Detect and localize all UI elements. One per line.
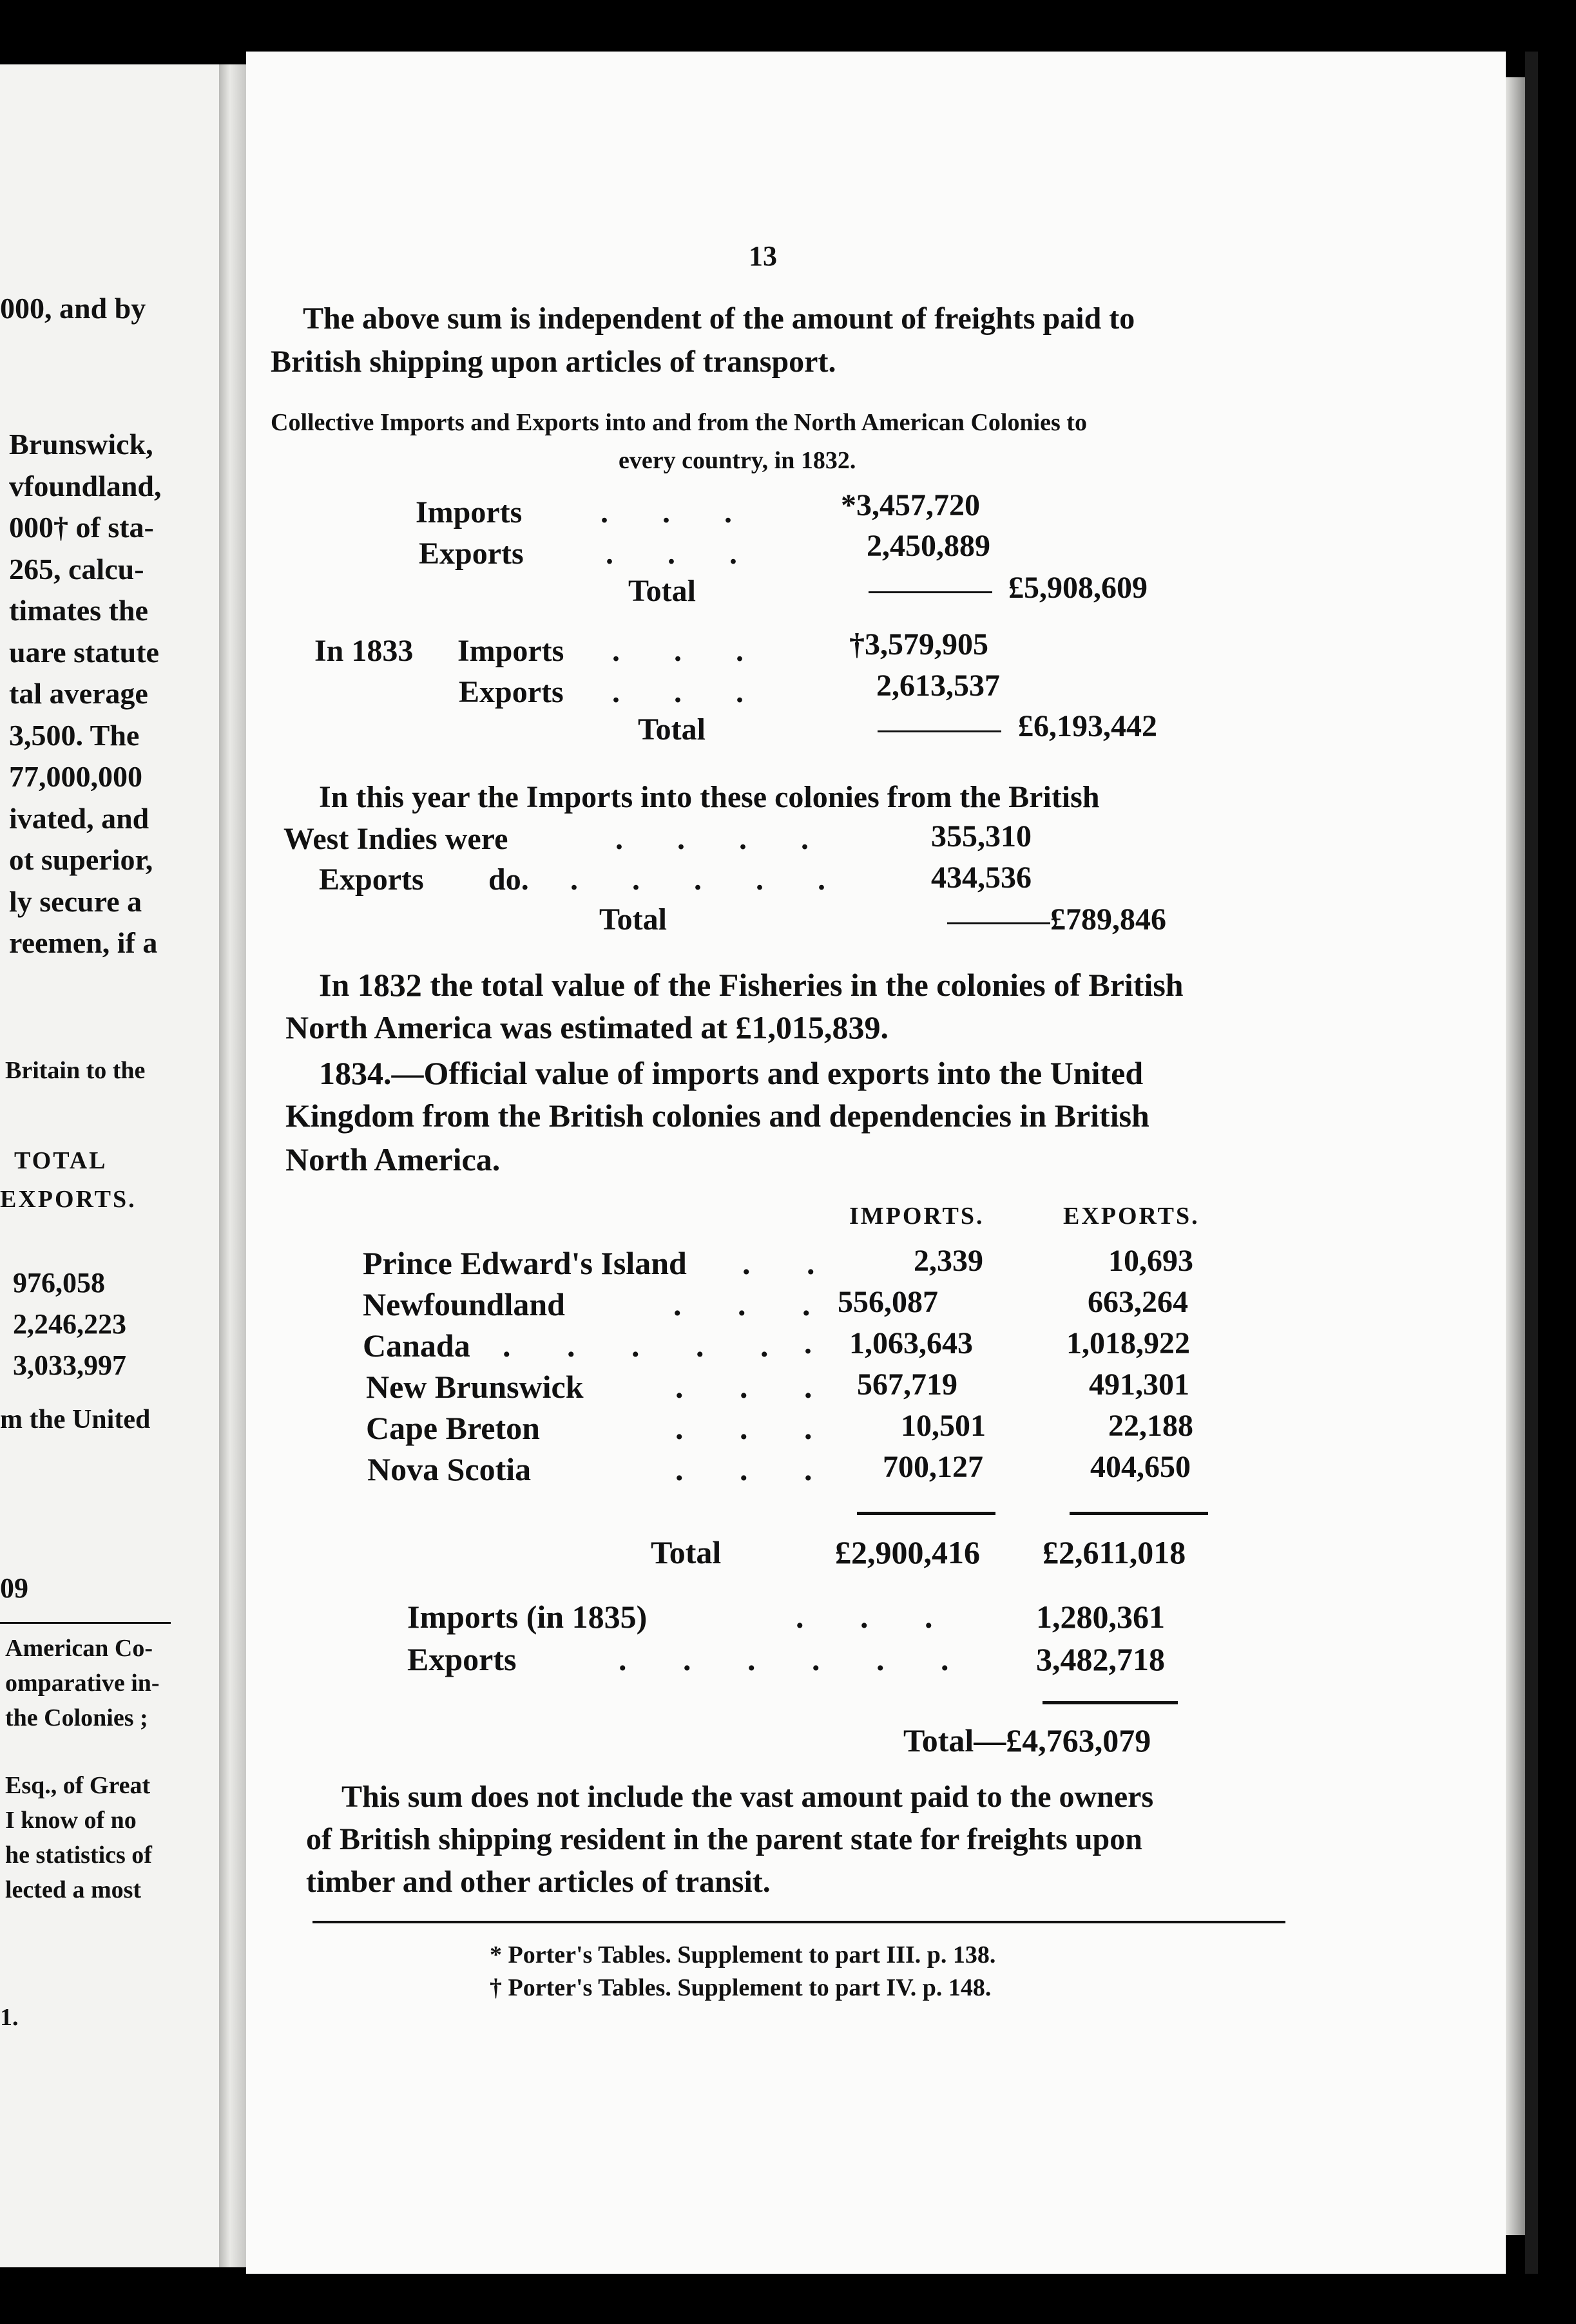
body-line: North America was estimated at £1,015,839. [285, 1009, 889, 1045]
sum-rule [1043, 1701, 1178, 1704]
row-imports: 2,339 [914, 1244, 983, 1278]
row-name: Newfoundland [363, 1286, 565, 1322]
imports-label: Imports [416, 495, 523, 529]
imports-value: *3,457,720 [841, 488, 980, 522]
total-value: £6,193,442 [1018, 709, 1157, 743]
row-name: New Brunswick [366, 1369, 584, 1405]
sum-rule-exports [1070, 1512, 1208, 1515]
exports-label: Exports [319, 862, 424, 897]
body-line: 1834.—Official value of imports and exports into the United [319, 1055, 1144, 1091]
left-paragraph: Brunswick, vfoundland, 000† of sta- 265, calcu- timates the uare statute tal average 3,500. The 77,000,000 ivated, and ot superior, ly secure a reemen, if a [9, 428, 162, 959]
west-indies-imports: 355,310 [931, 819, 1032, 853]
west-indies-label: West Indies were [283, 822, 508, 856]
imports-value: 1,280,361 [1036, 1599, 1165, 1635]
total-label: Total [599, 902, 667, 937]
row-imports: 556,087 [838, 1285, 938, 1319]
leader-dots: . . . [601, 495, 732, 529]
row-exports: 404,650 [1090, 1450, 1191, 1484]
exports-label: Exports [459, 675, 564, 709]
footnote-rule [312, 1921, 1285, 1923]
closing-line: timber and other articles of transit. [306, 1865, 771, 1899]
left-rule [0, 1622, 171, 1624]
footnote: * Porter's Tables. Supplement to part III. p. 138. [490, 1941, 996, 1968]
total-label: Total [628, 574, 696, 608]
exports-ditto: do. [488, 862, 529, 897]
table-heading: every country, in 1832. [619, 447, 856, 474]
row-exports: 1,018,922 [1066, 1326, 1190, 1360]
table-heading: Collective Imports and Exports into and from the North American Colonies to [271, 409, 1087, 436]
leader-dots: . [804, 1326, 812, 1360]
row-imports: 700,127 [883, 1450, 983, 1484]
exports-value: 2,450,889 [867, 529, 990, 563]
sum-rule-imports [857, 1512, 995, 1515]
total-dash [947, 922, 1050, 924]
row-exports: 491,301 [1089, 1367, 1189, 1402]
leader-dots: . . . . [615, 822, 809, 856]
leader-dots: . . . . . [570, 862, 825, 897]
page-number: 13 [749, 240, 777, 272]
imports-label: Imports (in 1835) [407, 1599, 648, 1635]
body-line: North America. [285, 1141, 501, 1177]
leader-dots: . . . [675, 1369, 812, 1405]
left-exports-header: EXPORTS. [0, 1186, 137, 1213]
left-line: 1. [0, 2004, 19, 2031]
leader-dots: . . . [612, 675, 744, 709]
row-imports: 567,719 [857, 1367, 957, 1402]
row-name: Nova Scotia [367, 1451, 532, 1487]
total-label: Total [651, 1534, 722, 1570]
left-line: m the United [0, 1405, 151, 1434]
row-imports: 1,063,643 [849, 1326, 973, 1360]
leader-dots: . . . [612, 634, 744, 668]
total-dash [869, 591, 992, 593]
total-imports: £2,900,416 [835, 1534, 980, 1570]
left-note: Britain to the [5, 1057, 146, 1084]
total-value: £789,846 [1050, 902, 1166, 937]
exports-label: Exports [407, 1641, 517, 1677]
left-page-fragment [0, 64, 219, 2267]
exports-value: 2,613,537 [876, 669, 1000, 703]
leader-dots: . . . [673, 1286, 811, 1322]
left-notes: Esq., of Great I know of no he statistics of lected a most [5, 1772, 152, 1903]
leader-dots: . . . [606, 537, 737, 571]
left-notes: American Co- omparative in- the Colonies ; [5, 1635, 160, 1731]
leader-dots: . . . [796, 1599, 933, 1635]
leader-dots: . . . [675, 1410, 812, 1446]
intro-line: The above sum is independent of the amount of freights paid to [303, 301, 1135, 336]
row-exports: 10,693 [1108, 1244, 1193, 1278]
left-total-header: TOTAL [14, 1147, 108, 1174]
left-totals: 976,058 2,246,223 3,033,997 [13, 1267, 126, 1381]
page-edge-shadow [1525, 52, 1538, 2274]
footnote: † Porter's Tables. Supplement to part IV. p. 148. [490, 1974, 992, 2001]
page-edge [1506, 77, 1525, 2235]
exports-value: 3,482,718 [1036, 1641, 1165, 1677]
grand-total: Total—£4,763,079 [903, 1722, 1151, 1758]
left-line: 09 [0, 1572, 28, 1604]
body-line: Kingdom from the British colonies and dependencies in British [285, 1098, 1149, 1134]
total-exports: £2,611,018 [1043, 1534, 1186, 1570]
leader-dots: . . . [675, 1451, 812, 1487]
year-label: In 1833 [314, 634, 414, 668]
body-line: In this year the Imports into these colonies from the British [319, 780, 1100, 814]
total-value: £5,908,609 [1008, 571, 1148, 605]
row-name: Prince Edward's Island [363, 1245, 687, 1281]
row-exports: 663,264 [1088, 1285, 1188, 1319]
leader-dots: . . . . . . [619, 1641, 949, 1677]
left-line: 000, and by [0, 292, 146, 325]
total-label: Total [638, 712, 706, 747]
leader-dots: . . . . . [503, 1328, 769, 1364]
exports-header: EXPORTS. [1063, 1203, 1200, 1230]
imports-label: Imports [457, 634, 564, 668]
exports-label: Exports [419, 537, 524, 571]
body-line: In 1832 the total value of the Fisheries in the colonies of British [319, 967, 1184, 1003]
total-dash [878, 730, 1001, 732]
closing-line: of British shipping resident in the parent state for freights upon [306, 1822, 1142, 1856]
book-gutter [219, 64, 246, 2267]
row-exports: 22,188 [1108, 1409, 1193, 1443]
row-imports: 10,501 [901, 1409, 986, 1443]
row-name: Cape Breton [366, 1410, 540, 1446]
row-name: Canada [363, 1328, 470, 1364]
intro-line: British shipping upon articles of transport. [271, 345, 836, 379]
west-indies-exports: 434,536 [931, 861, 1032, 895]
closing-line: This sum does not include the vast amount paid to the owners [341, 1780, 1154, 1814]
imports-header: IMPORTS. [849, 1203, 985, 1230]
imports-value: †3,579,905 [849, 627, 988, 662]
leader-dots: . . [742, 1245, 815, 1281]
